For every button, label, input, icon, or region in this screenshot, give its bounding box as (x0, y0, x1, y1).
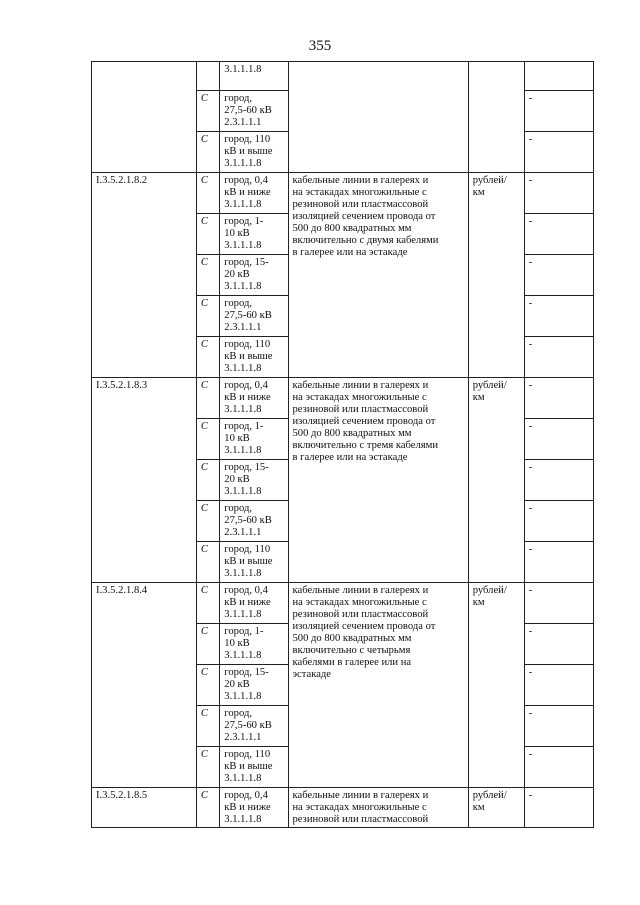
letter-cell-text: С (200, 708, 208, 719)
region-cell (220, 460, 288, 501)
letter-cell (196, 62, 219, 91)
region-cell-text: город, 15- 20 кВ 3.1.1.1.8 (224, 257, 269, 292)
region-cell (220, 214, 288, 255)
value-cell (524, 173, 593, 214)
letter-cell (196, 173, 219, 214)
region-cell (220, 337, 288, 378)
unit-cell (468, 788, 524, 828)
value-cell-text: - (528, 462, 533, 473)
region-cell (220, 665, 288, 706)
code-cell (92, 173, 197, 378)
region-cell (220, 624, 288, 665)
value-cell (524, 214, 593, 255)
region-cell (220, 747, 288, 788)
table-row (92, 62, 594, 91)
letter-cell-text: С (200, 380, 208, 391)
code-cell-text: I.3.5.2.1.8.2 (96, 175, 148, 186)
table-row (92, 583, 594, 624)
value-cell-text: - (528, 298, 533, 309)
table-row (92, 378, 594, 419)
description-cell-text: кабельные линии в галереях и на эстакадах многожильные с резиновой или пластмассовой изоляцией сечением провода от 500 до 800 квадратных мм включительно с тремя кабелями в галерее или на эстакаде (292, 380, 439, 463)
letter-cell-text: С (200, 216, 208, 227)
letter-cell (196, 132, 219, 173)
description-cell-text: кабельные линии в галереях и на эстакадах многожильные с резиновой или пластмассовой изоляцией сечением провода от 500 до 800 квадратных мм включительно с четырьмя кабелями в галерее или на эстакаде (292, 585, 436, 680)
value-cell-text: - (528, 626, 533, 637)
region-cell-text: город, 0,4 кВ и ниже 3.1.1.1.8 (224, 585, 271, 620)
region-cell (220, 788, 288, 828)
region-cell-text: город, 110 кВ и выше 3.1.1.1.8 (224, 544, 273, 579)
value-cell (524, 460, 593, 501)
region-cell-text: город, 27,5-60 кВ 2.3.1.1.1 (224, 503, 272, 538)
value-cell (524, 624, 593, 665)
code-cell (92, 788, 197, 828)
value-cell (524, 378, 593, 419)
region-cell (220, 91, 288, 132)
value-cell-text: - (528, 175, 533, 186)
region-cell (220, 296, 288, 337)
description-cell (288, 788, 468, 828)
region-cell-text: город, 15- 20 кВ 3.1.1.1.8 (224, 462, 269, 497)
region-cell-text: город, 27,5-60 кВ 2.3.1.1.1 (224, 708, 272, 743)
letter-cell (196, 788, 219, 828)
region-cell (220, 583, 288, 624)
letter-cell (196, 747, 219, 788)
region-cell (220, 542, 288, 583)
letter-cell-text: С (200, 667, 208, 678)
region-cell-text: город, 110 кВ и выше 3.1.1.1.8 (224, 339, 273, 374)
region-cell (220, 378, 288, 419)
value-cell (524, 255, 593, 296)
region-cell (220, 62, 288, 91)
value-cell-text: - (528, 380, 533, 391)
letter-cell-text: С (200, 421, 208, 432)
description-cell (288, 583, 468, 788)
value-cell-text: - (528, 667, 533, 678)
letter-cell (196, 378, 219, 419)
value-cell-text: - (528, 134, 533, 145)
letter-cell (196, 337, 219, 378)
value-cell (524, 747, 593, 788)
description-cell-text: кабельные линии в галереях и на эстакадах многожильные с резиновой или пластмассовой изоляцией сечением провода от 500 до 800 квадратных мм включительно с двумя кабелями в галерее или на эстакаде (292, 175, 439, 258)
description-cell-text: кабельные линии в галереях и на эстакадах многожильные с резиновой или пластмассовой (292, 790, 429, 825)
table-row (92, 788, 594, 828)
letter-cell-text: С (200, 790, 208, 801)
value-cell-text: - (528, 708, 533, 719)
unit-cell-text: рублей/ км (472, 790, 507, 813)
letter-cell-text: С (200, 749, 208, 760)
description-cell (288, 378, 468, 583)
value-cell-text: - (528, 257, 533, 268)
code-cell-text: I.3.5.2.1.8.5 (96, 790, 148, 801)
letter-cell-text: С (200, 462, 208, 473)
unit-cell-text: рублей/ км (472, 380, 507, 403)
letter-cell-text: С (200, 626, 208, 637)
letter-cell (196, 214, 219, 255)
value-cell (524, 501, 593, 542)
unit-cell (468, 62, 524, 173)
value-cell-text: - (528, 216, 533, 227)
region-cell-text: город, 27,5-60 кВ 2.3.1.1.1 (224, 298, 272, 333)
value-cell (524, 788, 593, 828)
region-cell-text: город, 0,4 кВ и ниже 3.1.1.1.8 (224, 175, 271, 210)
code-cell (92, 378, 197, 583)
table-row (92, 173, 594, 214)
value-cell (524, 91, 593, 132)
value-cell (524, 132, 593, 173)
region-cell (220, 132, 288, 173)
letter-cell-text: С (200, 339, 208, 350)
value-cell-text: - (528, 93, 533, 104)
code-cell-text: I.3.5.2.1.8.4 (96, 585, 148, 596)
region-cell-text: город, 15- 20 кВ 3.1.1.1.8 (224, 667, 269, 702)
letter-cell-text: С (200, 298, 208, 309)
region-cell (220, 173, 288, 214)
value-cell-text: - (528, 339, 533, 350)
value-cell-text: - (528, 585, 533, 596)
region-cell-text: город, 110 кВ и выше 3.1.1.1.8 (224, 134, 273, 169)
letter-cell-text: С (200, 175, 208, 186)
region-cell (220, 501, 288, 542)
region-cell-text: город, 0,4 кВ и ниже 3.1.1.1.8 (224, 380, 271, 415)
letter-cell (196, 255, 219, 296)
value-cell-text: - (528, 749, 533, 760)
value-cell-text: - (528, 421, 533, 432)
value-cell (524, 296, 593, 337)
unit-cell-text: рублей/ км (472, 585, 507, 608)
letter-cell-text: С (200, 93, 208, 104)
value-cell (524, 665, 593, 706)
region-cell-text: город, 1- 10 кВ 3.1.1.1.8 (224, 216, 264, 251)
value-cell (524, 542, 593, 583)
letter-cell-text: С (200, 544, 208, 555)
value-cell (524, 419, 593, 460)
tariff-table-body (92, 62, 594, 828)
value-cell (524, 62, 593, 91)
value-cell (524, 706, 593, 747)
unit-cell (468, 583, 524, 788)
letter-cell (196, 624, 219, 665)
region-cell-text: город, 0,4 кВ и ниже 3.1.1.1.8 (224, 790, 271, 825)
region-cell-text: город, 110 кВ и выше 3.1.1.1.8 (224, 749, 273, 784)
region-cell-text: город, 27,5-60 кВ 2.3.1.1.1 (224, 93, 272, 128)
letter-cell (196, 460, 219, 501)
letter-cell (196, 91, 219, 132)
code-cell-text: I.3.5.2.1.8.3 (96, 380, 148, 391)
description-cell (288, 173, 468, 378)
region-cell (220, 706, 288, 747)
letter-cell (196, 706, 219, 747)
value-cell-text: - (528, 544, 533, 555)
description-cell (288, 62, 468, 173)
region-cell-text: город, 1- 10 кВ 3.1.1.1.8 (224, 626, 264, 661)
tariff-table (91, 61, 594, 828)
unit-cell (468, 173, 524, 378)
code-cell (92, 583, 197, 788)
letter-cell-text: С (200, 134, 208, 145)
region-cell (220, 419, 288, 460)
letter-cell (196, 296, 219, 337)
value-cell-text: - (528, 503, 533, 514)
code-cell (92, 62, 197, 173)
region-cell-text: город, 1- 10 кВ 3.1.1.1.8 (224, 421, 264, 456)
letter-cell-text: С (200, 503, 208, 514)
letter-cell (196, 501, 219, 542)
region-cell-text: 3.1.1.1.8 (224, 64, 262, 75)
value-cell-text: - (528, 790, 533, 801)
unit-cell-text: рублей/ км (472, 175, 507, 198)
unit-cell (468, 378, 524, 583)
region-cell (220, 255, 288, 296)
page-number: 355 (308, 38, 332, 54)
value-cell (524, 337, 593, 378)
letter-cell (196, 419, 219, 460)
letter-cell (196, 665, 219, 706)
letter-cell (196, 542, 219, 583)
letter-cell (196, 583, 219, 624)
letter-cell-text: С (200, 257, 208, 268)
letter-cell-text: С (200, 585, 208, 596)
value-cell (524, 583, 593, 624)
